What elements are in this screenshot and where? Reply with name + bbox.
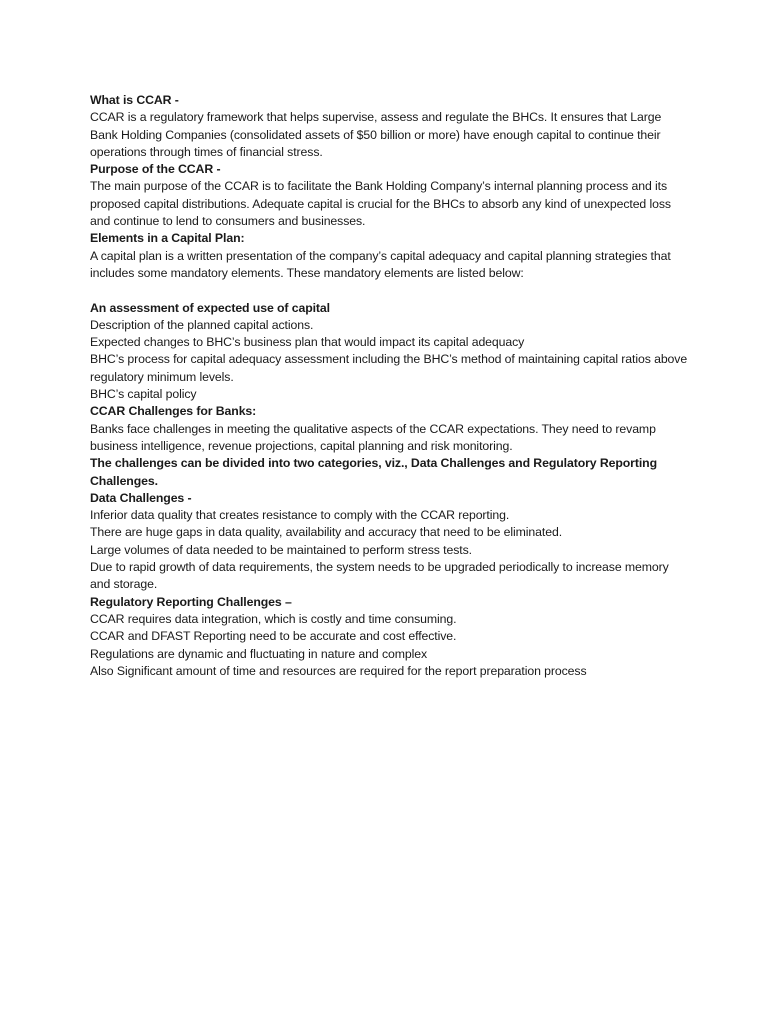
heading-what-is-ccar: What is CCAR - [90,93,179,107]
list-item: Due to rapid growth of data requirements, the system needs to be upgraded periodically to increase memory and storage. [90,560,669,592]
heading-challenges: CCAR Challenges for Banks: [90,404,257,419]
heading-purpose: Purpose of the CCAR - [90,162,221,177]
paragraph-what-is-ccar: CCAR is a regulatory framework that helps supervise, assess and regulate the BHCs. It ensures that Large Bank Holding Companies (consolidated assets of $50 billion or more) have enough capital to continue their operations through times of financial stress. [90,110,662,159]
paragraph-elements: A capital plan is a written presentation of the company’s capital adequacy and capital planning strategies that includes some mandatory elements. These mandatory elements are listed below: [90,248,671,280]
document-body [90,92,690,680]
list-item: Expected changes to BHC’s business plan that would impact its capital adequacy [90,335,525,350]
heading-regulatory-challenges: Regulatory Reporting Challenges – [90,594,292,609]
list-item: An assessment of expected use of capital [90,300,330,315]
list-item: Also Significant amount of time and resources are required for the report preparation process [90,663,587,678]
list-item: BHC’s capital policy [90,387,197,402]
list-item: There are huge gaps in data quality, availability and accuracy that need to be eliminated. [90,525,563,540]
paragraph-challenge-categories: The challenges can be divided into two categories, viz., Data Challenges and Regulatory Reporting Challenges. [90,456,658,488]
list-item: Regulations are dynamic and fluctuating in nature and complex [90,646,428,661]
list-item: Large volumes of data needed to be maintained to perform stress tests. [90,542,472,557]
list-item: Inferior data quality that creates resistance to comply with the CCAR reporting. [90,508,510,523]
heading-elements: Elements in a Capital Plan: [90,231,245,246]
paragraph-challenges: Banks face challenges in meeting the qualitative aspects of the CCAR expectations. They need to revamp business intelligence, revenue projections, capital planning and risk monitoring. [90,421,656,453]
paragraph-purpose: The main purpose of the CCAR is to facilitate the Bank Holding Company’s internal planning process and its proposed capital distributions. Adequate capital is crucial for the BHCs to absorb any kind of unexpected loss and continue to lend to consumers and businesses. [90,179,671,229]
list-item: BHC’s process for capital adequacy assessment including the BHC’s method of maintaining capital ratios above regulatory minimum levels. [90,352,688,384]
blank-line [90,282,690,299]
list-item: Description of the planned capital actions. [90,317,314,332]
list-item: CCAR requires data integration, which is costly and time consuming. [90,611,457,626]
list-item: CCAR and DFAST Reporting need to be accurate and cost effective. [90,629,457,644]
heading-data-challenges: Data Challenges - [90,490,192,505]
